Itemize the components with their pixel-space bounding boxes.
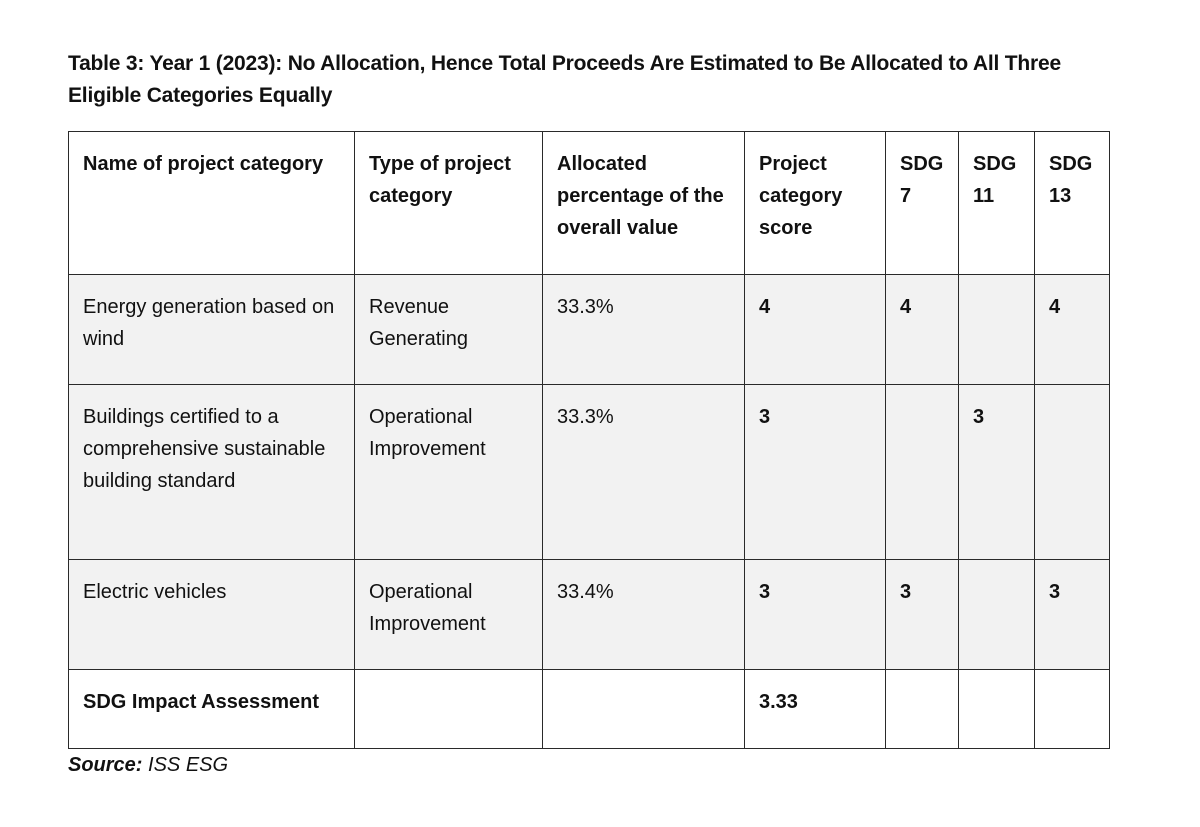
cell-sdg11	[959, 275, 1035, 385]
source-note	[68, 750, 228, 780]
cell-score: 3	[745, 560, 886, 670]
cell-sdg11	[959, 560, 1035, 670]
header-cell-name: Name of project category	[69, 132, 355, 275]
table-row	[69, 385, 1110, 560]
cell-sdg13: 3	[1035, 560, 1110, 670]
header-cell-sdg13: SDG 13	[1035, 132, 1110, 275]
header-cell-sdg7: SDG 7	[886, 132, 959, 275]
cell-sdg11: 3	[959, 385, 1035, 560]
sdg-allocation-table	[68, 131, 1110, 749]
cell-sdg7	[886, 385, 959, 560]
table-title: Table 3: Year 1 (2023): No Allocation, Hence Total Proceeds Are Estimated to Be Allocated to All Three Eligible Categories Equally	[68, 52, 1061, 107]
cell-sdg7: 4	[886, 275, 959, 385]
header-cell-type: Type of project category	[355, 132, 543, 275]
cell-name: Buildings certified to a comprehensive sustainable building standard	[69, 385, 355, 560]
total-sdg13-cell	[1035, 670, 1110, 749]
cell-type: Operational Improvement	[355, 385, 543, 560]
cell-score: 3	[745, 385, 886, 560]
total-label-cell: SDG Impact Assessment	[69, 670, 355, 749]
cell-allocated: 33.3%	[543, 385, 745, 560]
source-label: Source:	[68, 754, 143, 776]
cell-type: Operational Improvement	[355, 560, 543, 670]
table-row	[69, 275, 1110, 385]
cell-sdg13: 4	[1035, 275, 1110, 385]
total-score-cell: 3.33	[745, 670, 886, 749]
cell-sdg13	[1035, 385, 1110, 560]
cell-allocated: 33.3%	[543, 275, 745, 385]
total-row	[69, 670, 1110, 749]
header-cell-allocated: Allocated percentage of the overall value	[543, 132, 745, 275]
cell-name: Electric vehicles	[69, 560, 355, 670]
total-sdg7-cell	[886, 670, 959, 749]
table-row	[69, 560, 1110, 670]
total-allocated-cell	[543, 670, 745, 749]
cell-sdg7: 3	[886, 560, 959, 670]
total-sdg11-cell	[959, 670, 1035, 749]
header-row	[69, 132, 1110, 275]
header-cell-score: Project category score	[745, 132, 886, 275]
table-container	[68, 131, 1110, 749]
total-type-cell	[355, 670, 543, 749]
cell-type: Revenue Generating	[355, 275, 543, 385]
cell-score: 4	[745, 275, 886, 385]
cell-name: Energy generation based on wind	[69, 275, 355, 385]
header-cell-sdg11: SDG 11	[959, 132, 1035, 275]
source-value: ISS ESG	[148, 754, 229, 776]
cell-allocated: 33.4%	[543, 560, 745, 670]
